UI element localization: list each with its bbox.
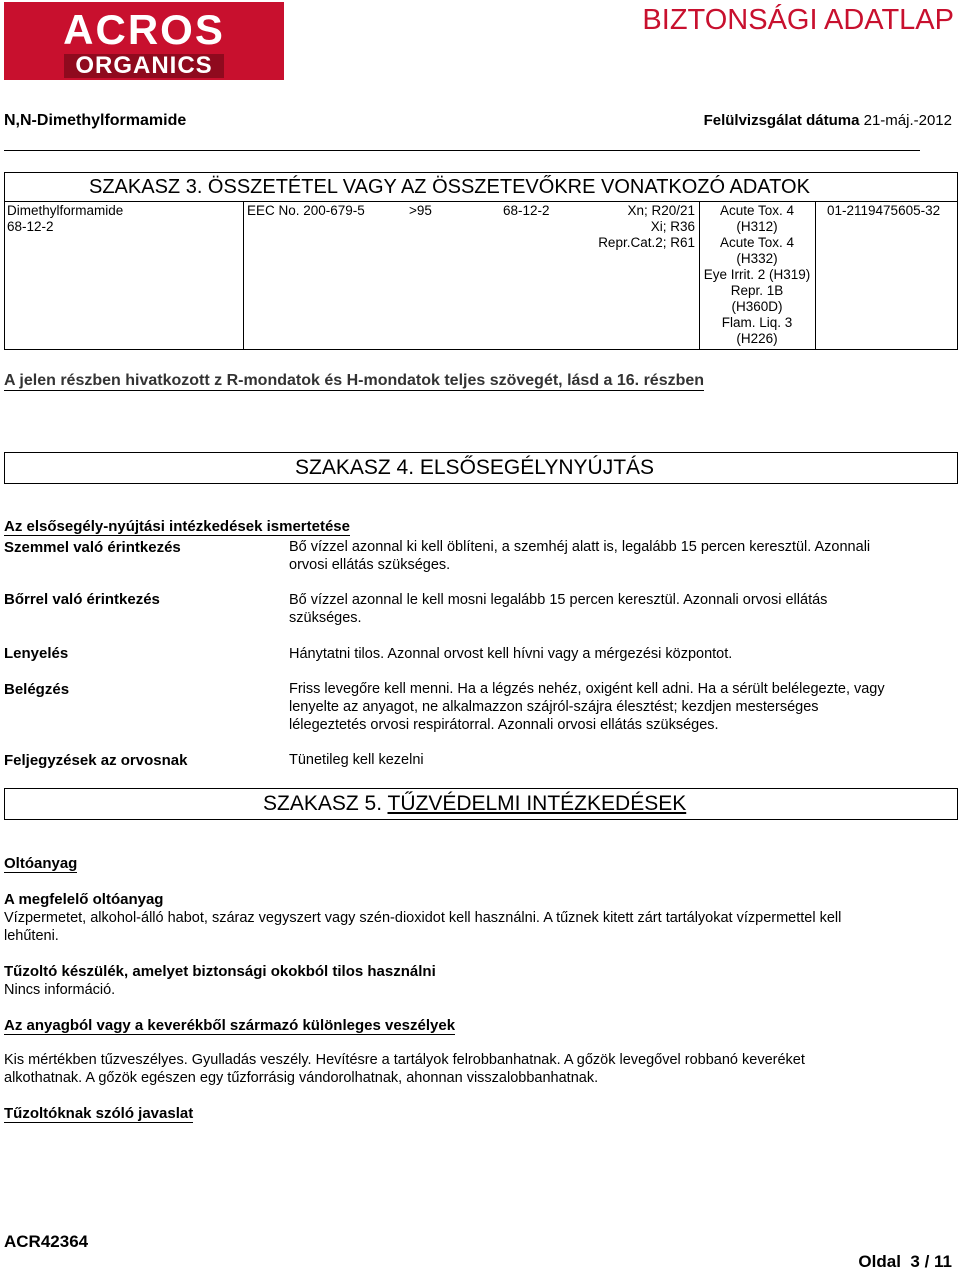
ec-number: EEC No. 200-679-5 bbox=[247, 203, 365, 218]
inhalation-label: Belégzés bbox=[4, 681, 70, 698]
clp-line: Eye Irrit. 2 (H319) bbox=[703, 267, 811, 282]
clp-line: Acute Tox. 4 bbox=[719, 203, 795, 218]
unsuitable-media-label: Tűzoltó készülék, amelyet biztonsági okokból tilos használni bbox=[4, 963, 436, 980]
product-name: N,N-Dimethylformamide bbox=[4, 112, 187, 129]
text-line: szükséges. bbox=[289, 610, 362, 626]
special-hazards-text bbox=[4, 1051, 954, 1087]
section3-title: SZAKASZ 3. ÖSSZETÉTEL VAGY AZ ÖSSZETEVŐKRE VONATKOZÓ ADATOK bbox=[89, 176, 810, 198]
page-label: Oldal bbox=[858, 1252, 901, 1271]
inhalation-text bbox=[289, 680, 949, 734]
ingestion-label: Lenyelés bbox=[4, 645, 69, 662]
section4-header bbox=[4, 452, 958, 484]
suitable-media-text bbox=[4, 909, 954, 945]
section5-header bbox=[4, 788, 958, 820]
clp-line: (H332) bbox=[736, 251, 778, 266]
percent: >95 bbox=[409, 203, 432, 218]
text-line: lehűteni. bbox=[4, 928, 59, 944]
ingestion-text bbox=[289, 645, 949, 663]
acros-organics-logo bbox=[4, 2, 284, 80]
section4-title: SZAKASZ 4. ELSŐSEGÉLYNYÚJTÁS bbox=[295, 456, 655, 479]
text-line: orvosi ellátás szükséges. bbox=[289, 557, 451, 573]
notes-to-physician-text bbox=[289, 751, 949, 769]
page-value: 3 / 11 bbox=[910, 1252, 952, 1271]
text-line: Vízpermetet, alkohol-álló habot, száraz vegyszert vagy szén-dioxidot kell használni. A tűznek kitett zárt tartályokat vízpermettel kell bbox=[4, 910, 842, 926]
clp-line: (H226) bbox=[736, 331, 778, 346]
eye-contact-text bbox=[289, 538, 949, 574]
logo-text-bottom: ORGANICS bbox=[75, 52, 213, 79]
section5-title-plain: SZAKASZ 5. bbox=[263, 792, 388, 815]
text-line: alkothatnak. A gőzök egészen egy tűzforrásig vándorolhatnak, ahonnan visszalobbanhatnak. bbox=[4, 1070, 599, 1086]
clp-line: (H360D) bbox=[731, 299, 783, 314]
unsuitable-media-text: Nincs információ. bbox=[4, 982, 116, 998]
dsd-line: Xn; R20/21 bbox=[627, 203, 695, 218]
clp-line: Repr. 1B bbox=[730, 283, 784, 298]
dsd-classification bbox=[593, 203, 695, 251]
special-hazards-heading: Az anyagból vagy a keverékből származó különleges veszélyek bbox=[4, 1017, 456, 1034]
col-divider bbox=[699, 201, 700, 349]
dsd-line: Repr.Cat.2; R61 bbox=[598, 235, 695, 250]
dsd-line: Xi; R36 bbox=[650, 219, 695, 234]
firefighter-advice-heading: Tűzoltóknak szóló javaslat bbox=[4, 1105, 194, 1122]
section3-note: A jelen részben hivatkozott z R-mondatok és H-mondatok teljes szövegét, lásd a 16. részben bbox=[4, 372, 705, 389]
revision-date bbox=[704, 112, 952, 129]
extinguishing-media-heading: Oltóanyag bbox=[4, 855, 78, 872]
section4-subtitle: Az elsősegély-nyújtási intézkedések ismertetése bbox=[4, 518, 350, 535]
col-divider bbox=[815, 201, 816, 349]
revision-label: Felülvizsgálat dátuma bbox=[703, 112, 860, 129]
clp-line: Acute Tox. 4 bbox=[719, 235, 795, 250]
suitable-media-label: A megfelelő oltóanyag bbox=[4, 891, 164, 908]
eye-contact-label: Szemmel való érintkezés bbox=[4, 539, 181, 556]
composition-table bbox=[4, 172, 958, 350]
text-line: Friss levegőre kell menni. Ha a légzés nehéz, oxigént kell adni. Ha a sérült belélegezte, vagy bbox=[289, 681, 885, 697]
section5-title bbox=[263, 792, 686, 816]
component-name: Dimethylformamide bbox=[7, 203, 124, 218]
text-line: Tünetileg kell kezelni bbox=[289, 752, 424, 768]
text-line: Bő vízzel azonnal le kell mosni legalább 15 percen keresztül. Azonnali orvosi ellátás bbox=[289, 592, 828, 608]
document-title: BIZTONSÁGI ADATLAP bbox=[642, 4, 954, 36]
revision-value: 21-máj.-2012 bbox=[863, 112, 952, 129]
reach-registration: 01-2119475605-32 bbox=[827, 203, 941, 218]
page-number bbox=[858, 1252, 952, 1272]
section5-title-underlined: TŰZVÉDELMI INTÉZKEDÉSEK bbox=[387, 792, 687, 815]
clp-line: (H312) bbox=[736, 219, 778, 234]
notes-to-physician-label: Feljegyzések az orvosnak bbox=[4, 752, 188, 769]
skin-contact-text bbox=[289, 591, 949, 627]
logo-text-top: ACROS bbox=[63, 6, 225, 53]
col-divider bbox=[243, 201, 244, 349]
text-line: Bő vízzel azonnal ki kell öblíteni, a szemhéj alatt is, legalább 15 percen keresztül. Azonnali bbox=[289, 539, 871, 555]
text-line: Hánytatni tilos. Azonnal orvost kell hívni vagy a mérgezési központot. bbox=[289, 646, 733, 662]
clp-classification bbox=[701, 203, 813, 347]
document-id: ACR42364 bbox=[4, 1232, 89, 1251]
text-line: lélegeztetés orvosi respirátorral. Azonnali orvosi ellátás szükséges. bbox=[289, 717, 719, 733]
header-divider bbox=[4, 150, 920, 151]
clp-line: Flam. Liq. 3 bbox=[721, 315, 793, 330]
skin-contact-label: Bőrrel való érintkezés bbox=[4, 591, 160, 608]
component-cas: 68-12-2 bbox=[7, 219, 54, 234]
cas-number: 68-12-2 bbox=[503, 203, 550, 218]
text-line: lenyelte az anyagot, ne alkalmazzon szájról-szájra élesztést; kezdjen mesterséges bbox=[289, 699, 819, 715]
text-line: Kis mértékben tűzveszélyes. Gyulladás veszély. Hevítésre a tartályok felrobbanhatnak. A gőzök levegővel robbanó keveréket bbox=[4, 1052, 805, 1068]
